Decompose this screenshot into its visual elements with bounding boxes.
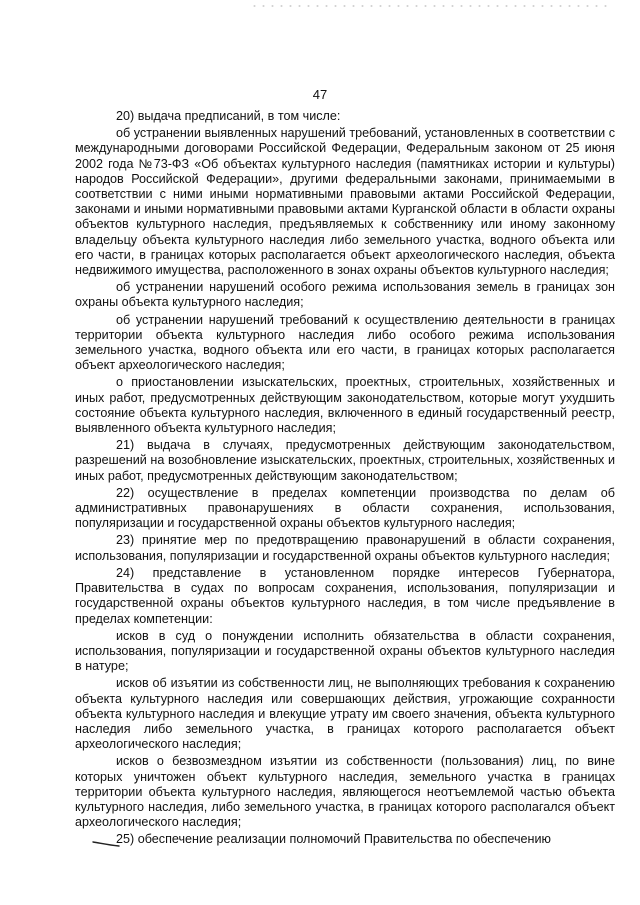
paragraph-20-item-3: об устранении нарушений требований к осуществлению деятельности в границах территории объекта культурного наследия либо особого режима использования земельного участка, водного объекта или его части, в границах которых располагается объект археологического наследия; bbox=[75, 312, 615, 373]
paragraph-20-item-4: о приостановлении изыскательских, проектных, строительных, хозяйственных и иных работ, предусмотренных действующим законодательством, которые могут ухудшить состояние объекта культурного наследия, включенного в единый государственный реестр, выявленного объекта культурного наследия; bbox=[75, 375, 615, 436]
paragraph-24-item-2: исков об изъятии из собственности лиц, не выполняющих требования к сохранению объекта культурного наследия или совершающих действия, угрожающие сохранности объекта культурного наследия и влекущие утрату им своего значения, объекта культурного наследия либо земельного участка, в границах которого располагается объект археологического наследия; bbox=[75, 676, 615, 752]
document-body bbox=[75, 109, 615, 850]
scan-artifact-dots bbox=[250, 4, 610, 8]
paragraph-20-heading: 20) выдача предписаний, в том числе: bbox=[116, 109, 341, 123]
pen-stroke-mark bbox=[92, 839, 120, 847]
paragraph-20-item-1: об устранении выявленных нарушений требований, установленных в соответствии с международными договорами Российской Федерации, Федеральным законом от 25 июня 2002 года №73-ФЗ «Об объектах культурного наследия (памятниках истории и культуры) народов Российской Федерации», другими федеральными законами, принимаемыми в соответствии с ними иными нормативными правовыми актами Российской Федерации, законами и иными нормативными правовыми актами Курганской области в области охраны объектов культурного наследия, предъявляемых к собственнику или иному законному владельцу объекта культурного наследия либо земельного участка, водного объекта или его части, в границах которых располагается объект археологического наследия, объекта недвижимого имущества, расположенного в зонах охраны объектов культурного наследия; bbox=[75, 126, 615, 278]
paragraph-25: 25) обеспечение реализации полномочий Правительства по обеспечению bbox=[116, 832, 551, 847]
paragraph-24-item-3: исков о безвозмездном изъятии из собственности (пользования) лиц, по вине которых уничтожен объект культурного наследия, земельного участка в границах территории объекта культурного наследия, являющегося неотъемлемой частью объекта культурного наследия, либо земельного участка, в границах которого располагался объект археологического наследия; bbox=[75, 754, 615, 830]
page-number: 47 bbox=[312, 87, 328, 102]
paragraph-23: 23) принятие мер по предотвращению правонарушений в области сохранения, использования, популяризации и государственной охраны объектов культурного наследия; bbox=[75, 533, 615, 563]
paragraph-20-item-2: об устранении нарушений особого режима использования земель в границах зон охраны объекта культурного наследия; bbox=[75, 280, 615, 310]
paragraph-24-item-1: исков в суд о понуждении исполнить обязательства в области сохранения, использования, популяризации и государственной охраны объектов культурного наследия в натуре; bbox=[75, 628, 615, 674]
paragraph-21: 21) выдача в случаях, предусмотренных действующим законодательством, разрешений на возобновление изыскательских, проектных, строительных, хозяйственных и иных работ, предусмотренных действующим законодательством; bbox=[75, 438, 615, 483]
paragraph-22: 22) осуществление в пределах компетенции производства по делам об административных правонарушениях в области сохранения, использования, популяризации и государственной охраны объектов культурного наследия; bbox=[75, 485, 615, 531]
paragraph-24: 24) представление в установленном порядке интересов Губернатора, Правительства в судах по вопросам сохранения, использования, популяризации и государственной охраны объектов культурного наследия, в том числе предъявление в пределах компетенции: bbox=[75, 565, 615, 626]
